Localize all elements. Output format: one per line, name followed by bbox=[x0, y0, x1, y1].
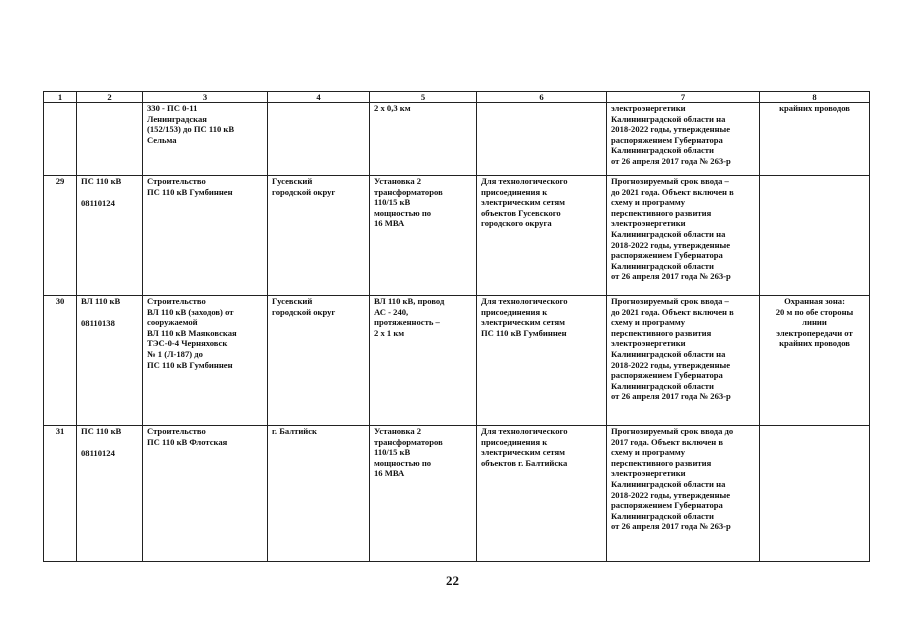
object-location bbox=[268, 103, 370, 176]
object-zone bbox=[760, 426, 870, 562]
object-location: г. Балтийск bbox=[268, 426, 370, 562]
object-location: Гусевский городской округ bbox=[268, 176, 370, 296]
object-zone: крайних проводов bbox=[760, 103, 870, 176]
header-col-4: 4 bbox=[268, 92, 370, 103]
object-status: Прогнозируемый срок ввода – до 2021 года. Объект включен в схему и программу перспективного развития электроэнергетики Калининградской области на 2018-2022 годы, утвержденные распоряжением Губернатора Калининградской области от 26 апреля 2017 года № 263-р bbox=[607, 296, 760, 426]
object-name bbox=[77, 426, 143, 562]
object-zone bbox=[760, 176, 870, 296]
object-code: 08110138 bbox=[81, 317, 115, 328]
header-col-8: 8 bbox=[760, 92, 870, 103]
row-number: 31 bbox=[44, 426, 77, 562]
object-code: 08110124 bbox=[81, 447, 115, 458]
header-col-2: 2 bbox=[77, 92, 143, 103]
object-parameters: ВЛ 110 кВ, провод АС - 240, протяженность – 2 х 1 км bbox=[370, 296, 477, 426]
object-purpose: Для технологического присоединения к электрическим сетям объектов Гусевского городского округа bbox=[477, 176, 607, 296]
object-code: 08110124 bbox=[81, 197, 115, 208]
row-number: 29 bbox=[44, 176, 77, 296]
header-col-7: 7 bbox=[607, 92, 760, 103]
table-row bbox=[44, 176, 870, 296]
object-status: Прогнозируемый срок ввода – до 2021 года. Объект включен в схему и программу перспективного развития электроэнергетики Калининградской области на 2018-2022 годы, утвержденные распоряжением Губернатора Калининградской области от 26 апреля 2017 года № 263-р bbox=[607, 176, 760, 296]
object-description: 330 - ПС 0-11 Ленинградская (152/153) до ПС 110 кВ Сельма bbox=[143, 103, 268, 176]
table-row bbox=[44, 296, 870, 426]
object-name bbox=[77, 296, 143, 426]
object-status: электроэнергетики Калининградской области на 2018-2022 годы, утвержденные распоряжением Губернатора Калининградской области от 26 апреля 2017 года № 263-р bbox=[607, 103, 760, 176]
row-number bbox=[44, 103, 77, 176]
header-col-1: 1 bbox=[44, 92, 77, 103]
object-status: Прогнозируемый срок ввода до 2017 года. Объект включен в схему и программу перспективного развития электроэнергетики Калининградской области на 2018-2022 годы, утвержденные распоряжением Губернатора Калининградской области от 26 апреля 2017 года № 263-р bbox=[607, 426, 760, 562]
object-type: ПС 110 кВ bbox=[81, 176, 122, 186]
table-row bbox=[44, 103, 870, 176]
object-name bbox=[77, 176, 143, 296]
object-purpose: Для технологического присоединения к электрическим сетям объектов г. Балтийска bbox=[477, 426, 607, 562]
object-location: Гусевский городской округ bbox=[268, 296, 370, 426]
object-parameters: 2 х 0,3 км bbox=[370, 103, 477, 176]
header-col-3: 3 bbox=[143, 92, 268, 103]
header-col-6: 6 bbox=[477, 92, 607, 103]
table-row bbox=[44, 426, 870, 562]
object-type: ВЛ 110 кВ bbox=[81, 296, 121, 306]
object-name bbox=[77, 103, 143, 176]
page-number: 22 bbox=[446, 573, 459, 588]
object-purpose bbox=[477, 103, 607, 176]
object-zone: Охранная зона: 20 м по обе стороны линии электропередачи от крайних проводов bbox=[760, 296, 870, 426]
object-purpose: Для технологического присоединения к электрическим сетям ПС 110 кВ Гумбиннен bbox=[477, 296, 607, 426]
object-parameters: Установка 2 трансформаторов 110/15 кВ мощностью по 16 МВА bbox=[370, 176, 477, 296]
object-description: Строительство ПС 110 кВ Флотская bbox=[143, 426, 268, 562]
objects-table bbox=[43, 91, 870, 562]
row-number: 30 bbox=[44, 296, 77, 426]
object-parameters: Установка 2 трансформаторов 110/15 кВ мощностью по 16 МВА bbox=[370, 426, 477, 562]
object-description: Строительство ВЛ 110 кВ (заходов) от сооружаемой ВЛ 110 кВ Маяковская ТЭС-0-4 Черняховск № 1 (Л-187) до ПС 110 кВ Гумбиннен bbox=[143, 296, 268, 426]
object-description: Строительство ПС 110 кВ Гумбиннен bbox=[143, 176, 268, 296]
table-header-row bbox=[44, 92, 870, 103]
object-type: ПС 110 кВ bbox=[81, 426, 122, 436]
header-col-5: 5 bbox=[370, 92, 477, 103]
